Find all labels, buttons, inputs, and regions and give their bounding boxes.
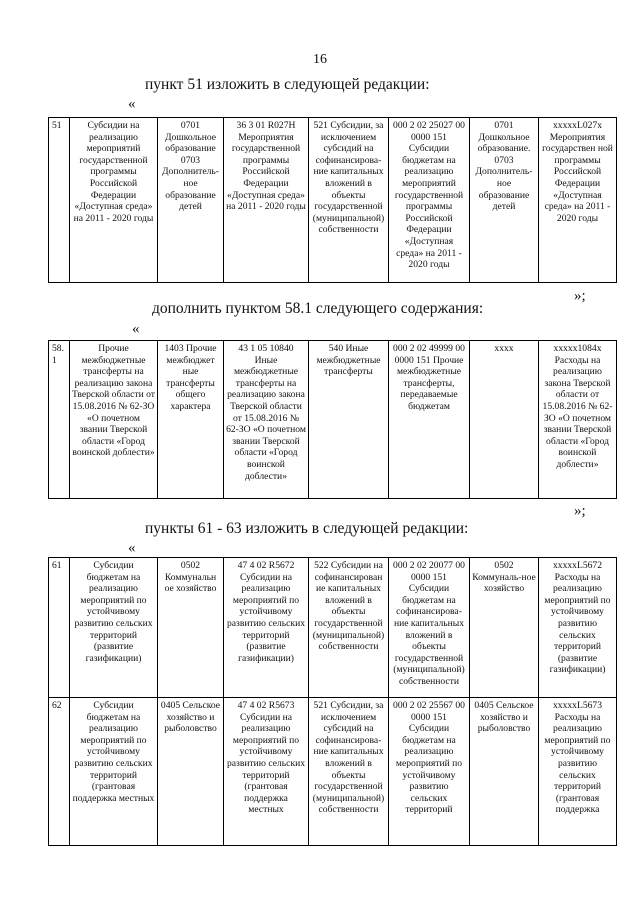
cell-income-code: 000 2 02 20077 00 0000 151 Субсидии бюджетам на софинансирова-ние капитальных вложений в объекты государственной (муниципальной) собственности xyxy=(389,558,470,698)
page-number: 16 xyxy=(313,52,327,67)
cell-name: Прочие межбюджетные трансферты на реализацию закона Тверской области от 15.08.2016 № 62-ЗО «О почетном звании Тверской области «Город воинской доблести» xyxy=(70,341,158,499)
cell-expense-type: 540 Иные межбюджетные трансферты xyxy=(309,341,389,499)
cell-expense-type: 521 Субсидии, за исключением субсидий на софинансирова-ние капитальных вложений в объекты государственной (муниципальной) собственности xyxy=(309,118,389,283)
cell-income-code: 000 2 02 49999 00 0000 151 Прочие межбюджетные трансферты, передаваемые бюджетам xyxy=(389,341,470,499)
cell-target-article-local: xxxxxL5672 Расходы на реализацию мероприятий по устойчивому развитию сельских территорий (развитие газификации) xyxy=(539,558,617,698)
cell-target-article: 47 4 02 R5672 Субсидии на реализацию мероприятий по устойчивому развитию сельских территорий (развитие газификации) xyxy=(224,558,309,698)
cell-name: Субсидии бюджетам на реализацию мероприятий по устойчивому развитию сельских территорий (грантовая поддержка местных xyxy=(70,698,158,846)
section-heading: пункт 51 изложить в следующей редакции: xyxy=(145,76,430,93)
cell-expense-type: 521 Субсидии, за исключением субсидий на софинансирова-ние капитальных вложений в объекты государственной (муниципальной) собственности xyxy=(309,698,389,846)
cell-section-code-local: 0701 Дошкольное образование. 0703 Дополнитель-ное образование детей xyxy=(470,118,539,283)
cell-expense-type: 522 Субсидии на софинансирован ие капитальных вложений в объекты государственной (муниципальной) собственности xyxy=(309,558,389,698)
cell-name: Субсидии на реализацию мероприятий государственной программы Российской Федерации «Доступная среда» на 2011 - 2020 годы xyxy=(70,118,158,283)
table-row xyxy=(49,118,617,283)
cell-target-article: 36 3 01 R027Н Мероприятия государственной программы Российской Федерации «Доступная среда» на 2011 - 2020 годы xyxy=(224,118,309,283)
cell-item-number: 61 xyxy=(49,558,70,698)
open-quote: « xyxy=(128,540,136,556)
cell-item-number: 62 xyxy=(49,698,70,846)
cell-section-code: 1403 Прочие межбюджет ные трансферты общего характера xyxy=(158,341,224,499)
cell-income-code: 000 2 02 25567 00 0000 151 Субсидии бюджетам на реализацию мероприятий по устойчивому развитию сельских территорий xyxy=(389,698,470,846)
cell-item-number: 51 xyxy=(49,118,70,283)
close-quote: »; xyxy=(574,288,586,304)
table-row xyxy=(49,558,617,698)
cell-section-code-local: 0502 Коммуналь-ное хозяйство xyxy=(470,558,539,698)
cell-section-code: 0701 Дошкольное образование 0703 Дополнитель-ное образование детей xyxy=(158,118,224,283)
open-quote: « xyxy=(132,321,140,337)
table-row xyxy=(49,341,617,499)
close-quote: »; xyxy=(574,503,586,519)
cell-section-code: 0502 Коммунальн ое хозяйство xyxy=(158,558,224,698)
cell-section-code-local: xxxx xyxy=(470,341,539,499)
open-quote: « xyxy=(128,96,136,112)
cell-target-article: 47 4 02 R5673 Субсидии на реализацию мероприятий по устойчивому развитию сельских территорий (грантовая поддержка местных xyxy=(224,698,309,846)
section-heading: пункты 61 - 63 изложить в следующей редакции: xyxy=(145,520,469,537)
table-item-51 xyxy=(48,117,617,283)
cell-target-article-local: xxxxxL5673 Расходы на реализацию мероприятий по устойчивому развитию сельских территорий (грантовая поддержка xyxy=(539,698,617,846)
cell-target-article-local: xxxxxL027x Мероприятия государствен ной программы Российской Федерации «Доступная среда» на 2011 - 2020 годы xyxy=(539,118,617,283)
section-heading: дополнить пунктом 58.1 следующего содержания: xyxy=(152,300,484,317)
cell-income-code: 000 2 02 25027 00 0000 151 Субсидии бюджетам на реализацию мероприятий государственной программы Российской Федерации «Доступная среда» на 2011 - 2020 годы xyxy=(389,118,470,283)
cell-section-code-local: 0405 Сельское хозяйство и рыболовство xyxy=(470,698,539,846)
table-items-61-63 xyxy=(48,557,617,846)
cell-section-code: 0405 Сельское хозяйство и рыболовство xyxy=(158,698,224,846)
cell-name: Субсидии бюджетам на реализацию мероприятий по устойчивому развитию сельских территорий (развитие газификации) xyxy=(70,558,158,698)
cell-target-article-local: xxxxx1084x Расходы на реализацию закона Тверской области от 15.08.2016 № 62-ЗО «О почетном звании Тверской области «Город воинской доблести» xyxy=(539,341,617,499)
table-item-58-1 xyxy=(48,340,617,499)
cell-target-article: 43 1 05 10840 Иные межбюджетные трансферты на реализацию закона Тверской области от 15.08.2016 № 62-ЗО «О почетном звании Тверской области «Город воинской доблести» xyxy=(224,341,309,499)
table-row xyxy=(49,698,617,846)
cell-item-number: 58.1 xyxy=(49,341,70,499)
